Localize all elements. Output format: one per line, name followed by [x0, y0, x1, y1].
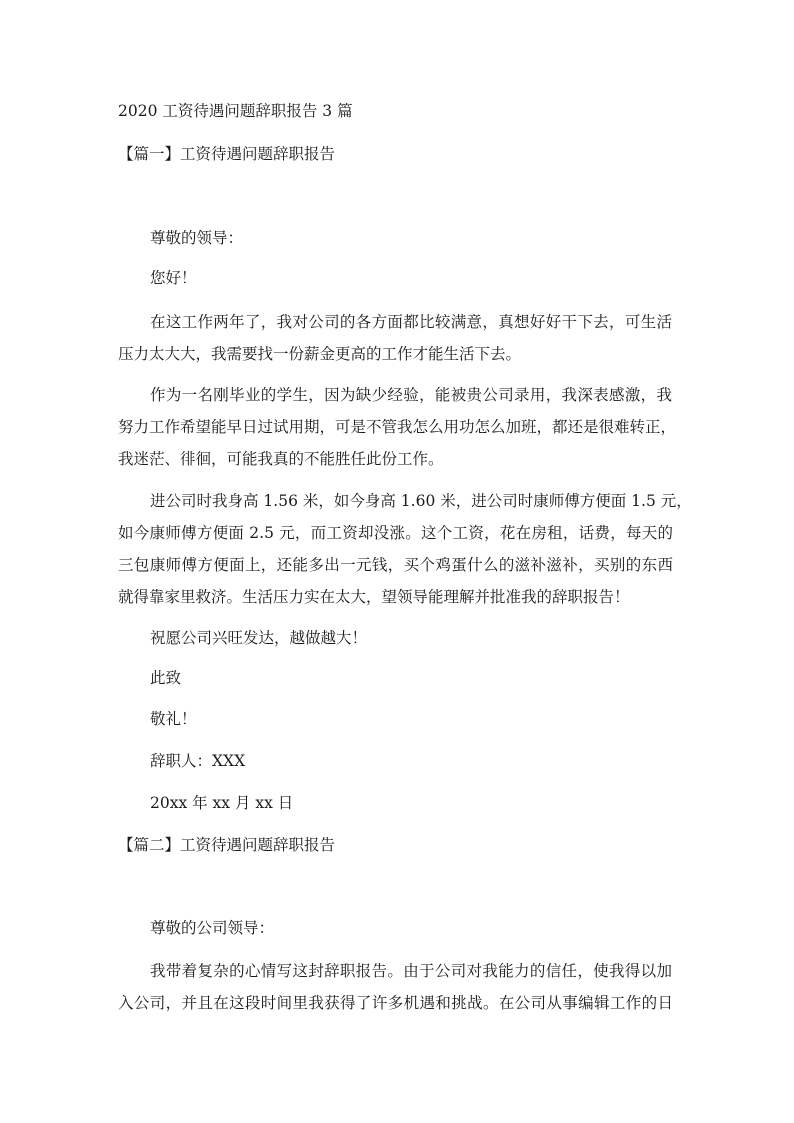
section1-p1-line2: 压力太大大，我需要找一份薪金更高的工作才能生活下去。	[118, 345, 522, 363]
section1-p1-line1: 在这工作两年了，我对公司的各方面都比较满意，真想好好干下去，可生活	[150, 313, 672, 331]
section1-p3-line2: 如今康师傅方便面 2.5 元，而工资却没涨。这个工资，花在房租，话费，每天的	[118, 524, 673, 542]
document-title: 2020 工资待遇问题辞职报告 3 篇	[118, 102, 353, 120]
section1-p3-line1: 进公司时我身高 1.56 米，如今身高 1.60 米，进公司时康师傅方便面 1.5 元，	[150, 492, 692, 510]
section2-heading: 【篇二】工资待遇问题辞职报告	[118, 836, 336, 854]
section1-p2-line1: 作为一名刚毕业的学生，因为缺少经验，能被贵公司录用，我深表感激，我	[150, 386, 672, 404]
section1-signer: 辞职人：XXX	[150, 752, 246, 770]
section1-p3-line4: 就得靠家里救济。生活压力实在太大，望领导能理解并批准我的辞职报告！	[118, 588, 630, 606]
section1-salutation: 尊敬的领导：	[150, 229, 244, 247]
section1-date: 20xx 年 xx 月 xx 日	[150, 794, 294, 812]
section2-p1-line1: 我带着复杂的心情写这封辞职报告。由于公司对我能力的信任，使我得以加	[150, 962, 672, 980]
section1-p2-line3: 我迷茫、徘徊，可能我真的不能胜任此份工作。	[118, 450, 444, 468]
section1-closing2: 敬礼！	[150, 710, 197, 728]
section1-p2-line2: 努力工作希望能早日过试用期，可是不管我怎么用功怎么加班，都还是很难转正，	[118, 418, 677, 436]
section2-salutation: 尊敬的公司领导：	[150, 919, 275, 937]
section1-greeting: 您好！	[150, 269, 197, 287]
section1-p3-line3: 三包康师傅方便面上，还能多出一元钱，买个鸡蛋什么的滋补滋补，买别的东西	[118, 556, 673, 574]
section1-heading: 【篇一】工资待遇问题辞职报告	[118, 145, 336, 163]
section1-wish: 祝愿公司兴旺发达，越做越大！	[150, 629, 368, 647]
section2-p1-line2: 入公司，并且在这段时间里我获得了许多机遇和挑战。在公司从事编辑工作的日	[118, 994, 673, 1012]
section1-closing1: 此致	[150, 669, 182, 687]
